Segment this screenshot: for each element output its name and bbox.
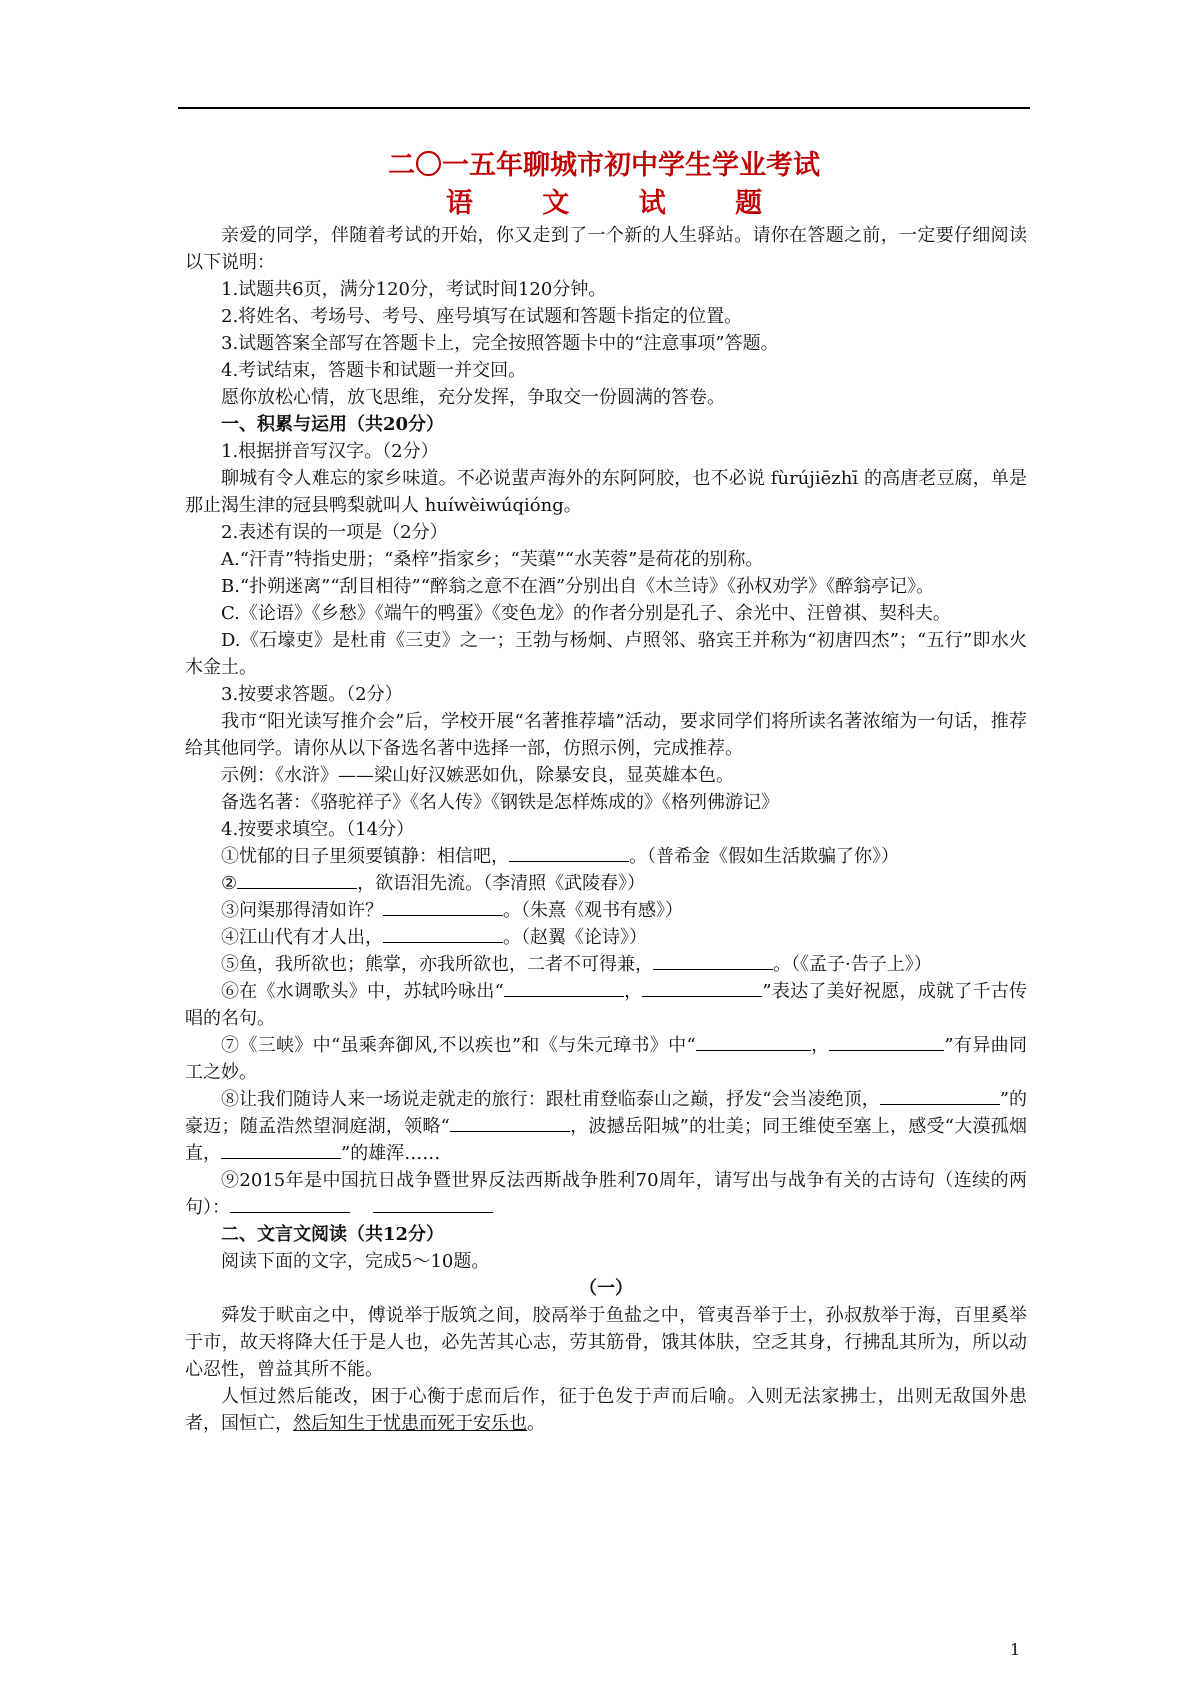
- section1-heading: 一、积累与运用（共20分）: [221, 414, 445, 435]
- q4-stem: 4.按要求填空。（14分）: [221, 819, 415, 840]
- passage-paragraph-1: 舜发于畎亩之中，傅说举于版筑之间，胶鬲举于鱼盐之中，管夷吾举于士，孙叔敖举于海，百里奚举于市，故天将降大任于是人也，必先苦其心志，劳其筋骨，饿其体肤，空乏其身，行拂乱其所为，所以动心忍性，曾益其所不能。: [185, 1305, 1027, 1380]
- answer-blank: [450, 1115, 570, 1132]
- intro-wish: 愿你放松心情，放飞思维，充分发挥，争取交一份圆满的答卷。: [221, 387, 725, 408]
- exam-subtitle: 语 文 试 题: [445, 188, 793, 219]
- q3-stem: 3.按要求答题。（2分）: [221, 684, 403, 705]
- q1-stem: 1.根据拼音写汉字。（2分）: [221, 441, 439, 462]
- q4-line-5: ⑤鱼，我所欲也；熊掌，亦我所欲也，二者不可得兼， 。（《孟子·告子上》）: [221, 954, 932, 975]
- answer-blank: [829, 1034, 944, 1051]
- q4-line-9: ⑨2015年是中国抗日战争暨世界反法西斯战争胜利70周年，请写出与战争有关的古诗句（连续的两句）：: [185, 1170, 1027, 1218]
- underlined-sentence: 然后知生于忧患而死于安乐也: [293, 1413, 527, 1434]
- exam-title: 二〇一五年聊城市初中学生学业考试: [388, 150, 820, 181]
- intro-paragraph: 亲爱的同学，伴随着考试的开始，你又走到了一个新的人生驿站。请你在答题之前，一定要仔细阅读以下说明：: [185, 225, 1027, 273]
- instruction-item: 3.试题答案全部写在答题卡上，完全按照答题卡中的“注意事项”答题。: [221, 333, 779, 354]
- q3-text: 我市“阳光读写推介会”后，学校开展“名著推荐墙”活动，要求同学们将所读名著浓缩为一句话，推荐给其他同学。请你从以下备选名著中选择一部，仿照示例，完成推荐。: [185, 711, 1027, 759]
- q4-line-8: ⑧让我们随诗人来一场说走就走的旅行：跟杜甫登临泰山之巅，抒发“会当凌绝顶， ”的豪迈；随孟浩然望洞庭湖，领略“ ，波撼岳阳城”的壮美；同王维使至塞上，感受“大漠孤烟直， ”的雄浑……: [185, 1089, 1027, 1164]
- exam-body: [185, 222, 1027, 1437]
- answer-blank: [237, 872, 357, 889]
- q2-stem: 2.表述有误的一项是（2分）: [221, 522, 448, 543]
- answer-blank: [373, 1196, 493, 1213]
- q3-example: 示例：《水浒》——梁山好汉嫉恶如仇，除暴安良，显英雄本色。: [221, 765, 734, 786]
- answer-blank: [509, 845, 629, 862]
- section2-heading: 二、文言文阅读（共12分）: [221, 1224, 445, 1245]
- answer-blank: [221, 1142, 341, 1159]
- q2-option-d: D.《石壕吏》是杜甫《三吏》之一；王勃与杨炯、卢照邻、骆宾王并称为“初唐四杰”；“五行”即水火木金土。: [185, 630, 1027, 678]
- q2-option-b: B.“扑朔迷离”“刮目相待”“醉翁之意不在酒”分别出自《木兰诗》《孙权劝学》《醉翁亭记》。: [221, 576, 935, 597]
- instruction-item: 1.试题共6页，满分120分，考试时间120分钟。: [221, 279, 607, 300]
- answer-blank: [880, 1088, 1000, 1105]
- q4-line-1: ①忧郁的日子里须要镇静：相信吧， 。（普希金《假如生活欺骗了你》）: [221, 846, 899, 867]
- q4-line-6: ⑥在《水调歌头》中，苏轼吟咏出“ ， ”表达了美好祝愿，成就了千古传唱的名句。: [185, 981, 1028, 1029]
- answer-blank: [383, 926, 503, 943]
- q4-line-7: ⑦《三峡》中“虽乘奔御风,不以疾也”和《与朱元璋书》中“ ， ”有异曲同工之妙。: [185, 1035, 1028, 1083]
- passage-paragraph-2: 人恒过然后能改，困于心衡于虑而后作，征于色发于声而后喻。入则无法家拂士，出则无敌国外患者，国恒亡，然后知生于忧患而死于安乐也。: [185, 1386, 1027, 1434]
- passage-part-label: （一）: [579, 1278, 633, 1299]
- q3-options: 备选名著：《骆驼祥子》《名人传》《钢铁是怎样炼成的》《格列佛游记》: [221, 792, 779, 813]
- answer-blank: [653, 953, 773, 970]
- page-number: 1: [1010, 1640, 1021, 1659]
- answer-blank: [230, 1196, 350, 1213]
- q2-option-a: A.“汗青”特指史册；“桑梓”指家乡；“芙蕖”“水芙蓉”是荷花的别称。: [221, 549, 764, 570]
- header-rule: [178, 107, 1030, 109]
- answer-blank: [383, 899, 503, 916]
- answer-blank: [696, 1034, 811, 1051]
- title-block: [178, 147, 1030, 223]
- instruction-item: 2.将姓名、考场号、考号、座号填写在试题和答题卡指定的位置。: [221, 306, 743, 327]
- answer-blank: [504, 980, 624, 997]
- section2-instruction: 阅读下面的文字，完成5～10题。: [221, 1251, 490, 1272]
- instruction-item: 4.考试结束，答题卡和试题一并交回。: [221, 360, 527, 381]
- q4-line-4: ④江山代有才人出， 。（赵翼《论诗》）: [221, 927, 647, 948]
- q1-text: 聊城有令人难忘的家乡味道。不必说蜚声海外的东阿阿胶，也不必说 fùrújiēzhī 的高唐老豆腐，单是那止渴生津的冠县鸭梨就叫人 huíwèiwúqióng。: [185, 468, 1027, 516]
- q4-line-2: ② ，欲语泪先流。（李清照《武陵春》）: [221, 873, 646, 894]
- q2-option-c: C.《论语》《乡愁》《端午的鸭蛋》《变色龙》的作者分别是孔子、余光中、汪曾祺、契科夫。: [221, 603, 951, 624]
- q4-line-3: ③问渠那得清如许？ 。（朱熹《观书有感》）: [221, 900, 683, 921]
- answer-blank: [642, 980, 762, 997]
